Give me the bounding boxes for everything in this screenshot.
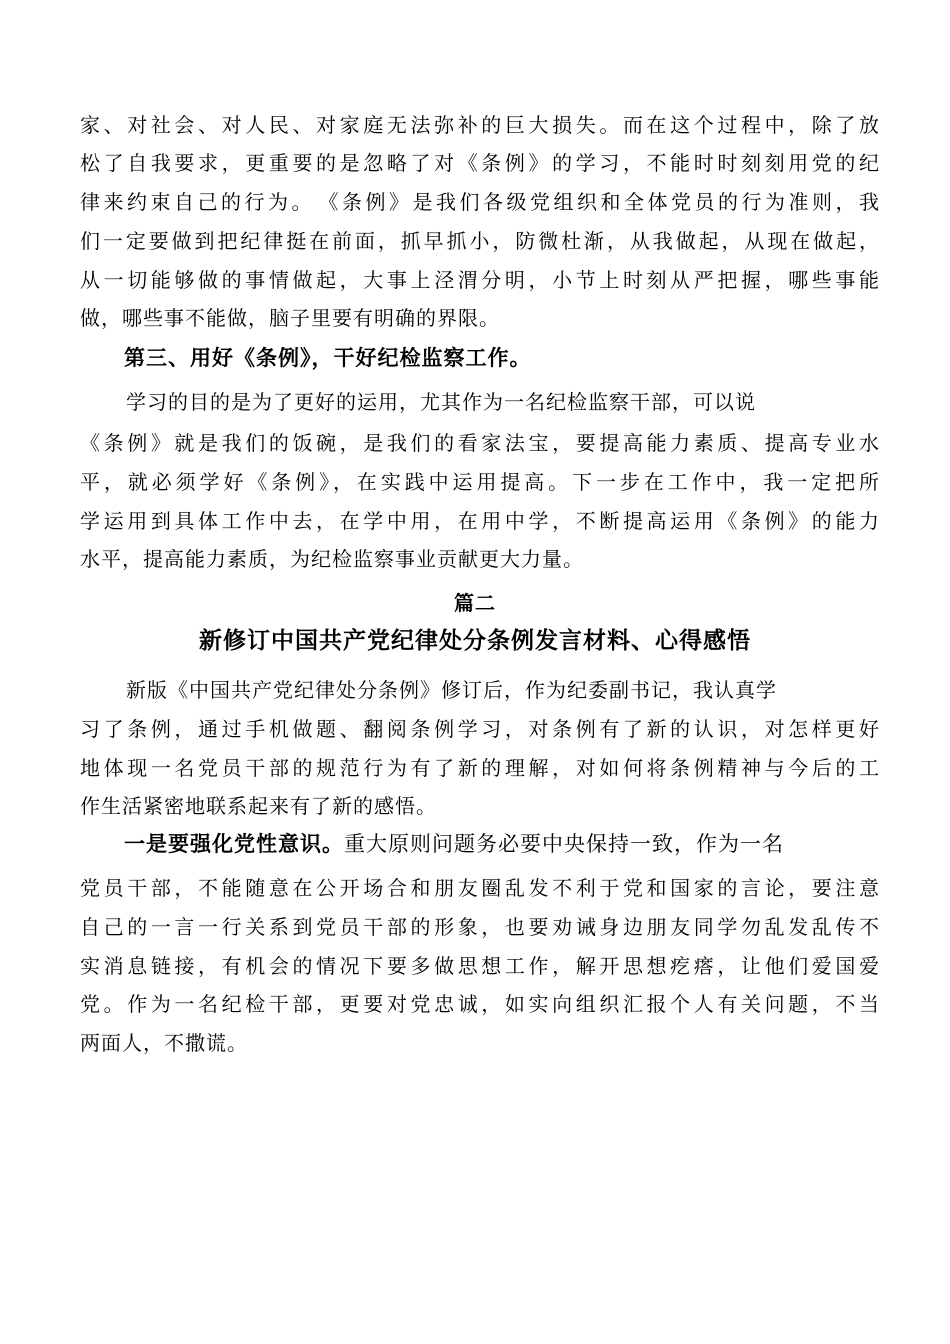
paragraph-line: 平，就必须学好《条例》，在实践中运用提高。下一步在工作中，我一定把所 (80, 470, 880, 494)
point-first-line (124, 831, 874, 857)
paragraph-line: 新版《中国共产党纪律处分条例》修订后，作为纪委副书记，我认真学 (126, 678, 777, 702)
part-label: 篇二 (454, 591, 496, 615)
paragraph-line: 地体现一名党员干部的规范行为有了新的理解，对如何将条例精神与今后的工 (80, 756, 880, 780)
paragraph-line: 从一切能够做的事情做起，大事上泾渭分明，小节上时刻从严把握，哪些事能 (80, 268, 880, 292)
paragraph-line: 律来约束自己的行为。 《条例》是我们各级党组织和全体党员的行为准则，我 (80, 190, 880, 214)
paragraph-line: 水平，提高能力素质，为纪检监察事业贡献更大力量。 (80, 547, 584, 571)
paragraph-line: 习了条例，通过手机做题、翻阅条例学习，对条例有了新的认识，对怎样更好 (80, 717, 880, 741)
paragraph-line: 松了自我要求，更重要的是忽略了对《条例》的学习，不能时时刻刻用党的纪 (80, 151, 880, 175)
paragraph-line: 学习的目的是为了更好的运用，尤其作为一名纪检监察干部，可以说 (126, 390, 756, 414)
section-heading: 第三、用好《条例》，干好纪检监察工作。 (124, 346, 532, 370)
paragraph-line: 党员干部，不能随意在公开场合和朋友圈乱发不利于党和国家的言论，要注意 (80, 876, 880, 900)
paragraph-line: 作生活紧密地联系起来有了新的感悟。 (80, 794, 437, 818)
point-lead-rest: 重大原则问题务必要中央保持一致，作为一名 (344, 832, 784, 856)
paragraph-line: 学运用到具体工作中去，在学中用，在用中学，不断提高运用《条例》的能力 (80, 509, 880, 533)
paragraph-line: 党。作为一名纪检干部，更要对党忠诚，如实向组织汇报个人有关问题，不当 (80, 992, 880, 1016)
paragraph-line: 家、对社会、对人民、对家庭无法弥补的巨大损失。而在这个过程中，除了放 (80, 113, 880, 137)
paragraph-line: 们一定要做到把纪律挺在前面，抓早抓小，防微杜渐，从我做起，从现在做起， (80, 229, 880, 253)
paragraph-line: 《条例》就是我们的饭碗，是我们的看家法宝，要提高能力素质、提高专业水 (80, 431, 880, 455)
paragraph-line: 自己的一言一行关系到党员干部的形象，也要劝诫身边朋友同学勿乱发乱传不 (80, 915, 880, 939)
paragraph-line: 实消息链接，有机会的情况下要多做思想工作，解开思想疙瘩，让他们爱国爱 (80, 954, 880, 978)
paragraph-line: 两面人，不撒谎。 (80, 1031, 248, 1055)
part-title: 新修订中国共产党纪律处分条例发言材料、心得感悟 (199, 628, 751, 654)
point-lead: 一是要强化党性意识。 (124, 832, 344, 856)
paragraph-line: 做，哪些事不能做，脑子里要有明确的界限。 (80, 306, 500, 330)
